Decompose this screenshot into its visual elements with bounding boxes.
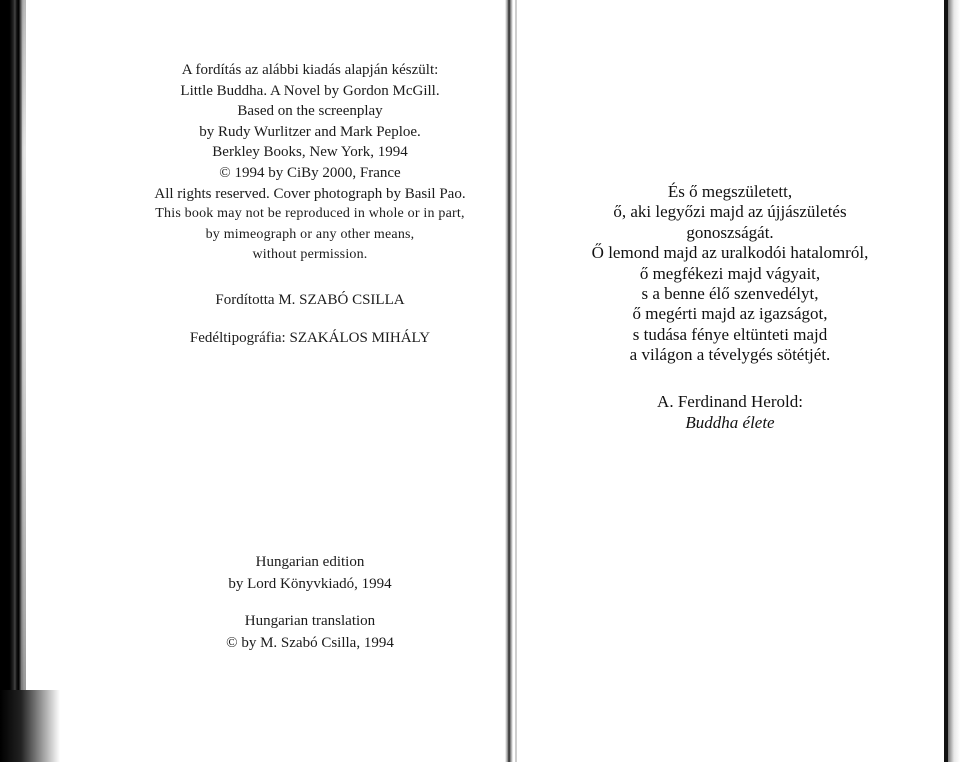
translation-line: © by M. Szabó Csilla, 1994	[226, 634, 394, 651]
imprint-line: All rights reserved. Cover photograph by Basil Pao.	[154, 185, 466, 202]
cover-typography-credit: Fedéltipográfia: SZAKÁLOS MIHÁLY	[189, 330, 431, 346]
imprint-line: Berkley Books, New York, 1994	[212, 144, 408, 161]
center-gutter	[505, 0, 513, 762]
edition-line: by Lord Könyvkiadó, 1994	[228, 575, 392, 592]
imprint-line: without permission.	[252, 247, 368, 263]
verse-line: s a benne élő szenvedélyt,	[641, 284, 819, 304]
attribution-author: A. Ferdinand Herold:	[657, 392, 803, 411]
attribution-title: Buddha élete	[685, 413, 775, 432]
left-corner-shadow	[0, 690, 60, 762]
imprint-line: by Rudy Wurlitzer and Mark Peploe.	[199, 123, 421, 140]
imprint-line: © 1994 by CiBy 2000, France	[219, 164, 401, 181]
verse-line: ő megfékezi majd vágyait,	[639, 263, 821, 283]
epigraph-page	[525, 0, 935, 762]
verse-line: s tudása fénye eltünteti majd	[632, 324, 828, 344]
imprint-line: by mimeograph or any other means,	[205, 226, 415, 242]
imprint-line: Little Buddha. A Novel by Gordon McGill.	[180, 82, 440, 99]
gutter-shadow-line	[515, 0, 517, 762]
copyright-page	[120, 0, 500, 762]
translation-block	[120, 611, 500, 654]
verse-line: És ő megszületett,	[667, 182, 793, 201]
edition-line: Hungarian edition	[255, 554, 365, 570]
left-page-edge	[22, 0, 26, 762]
edition-block	[120, 552, 500, 595]
left-binding-edge	[0, 0, 24, 762]
right-page-edge	[948, 0, 960, 762]
imprint-block	[120, 60, 500, 266]
epigraph-attribution	[525, 391, 935, 433]
imprint-line: Based on the screenplay	[237, 103, 383, 120]
verse-line: ő megérti majd az igazságot,	[632, 304, 828, 324]
verse-line: a világon a tévelygés sötétjét.	[629, 345, 831, 365]
imprint-line: A fordítás az alábbi kiadás alapján készült:	[181, 62, 439, 78]
epigraph-verse	[525, 182, 935, 366]
translation-line: Hungarian translation	[244, 613, 376, 629]
verse-line: Ő lemond majd az uralkodói hatalomról,	[591, 243, 869, 263]
verse-line: ő, aki legyőzi majd az újjászületés	[613, 202, 847, 222]
imprint-line: This book may not be reproduced in whole or in part,	[155, 206, 465, 222]
translator-credit: Fordította M. SZABÓ CSILLA	[215, 292, 405, 308]
verse-line: gonoszságát.	[686, 222, 774, 242]
